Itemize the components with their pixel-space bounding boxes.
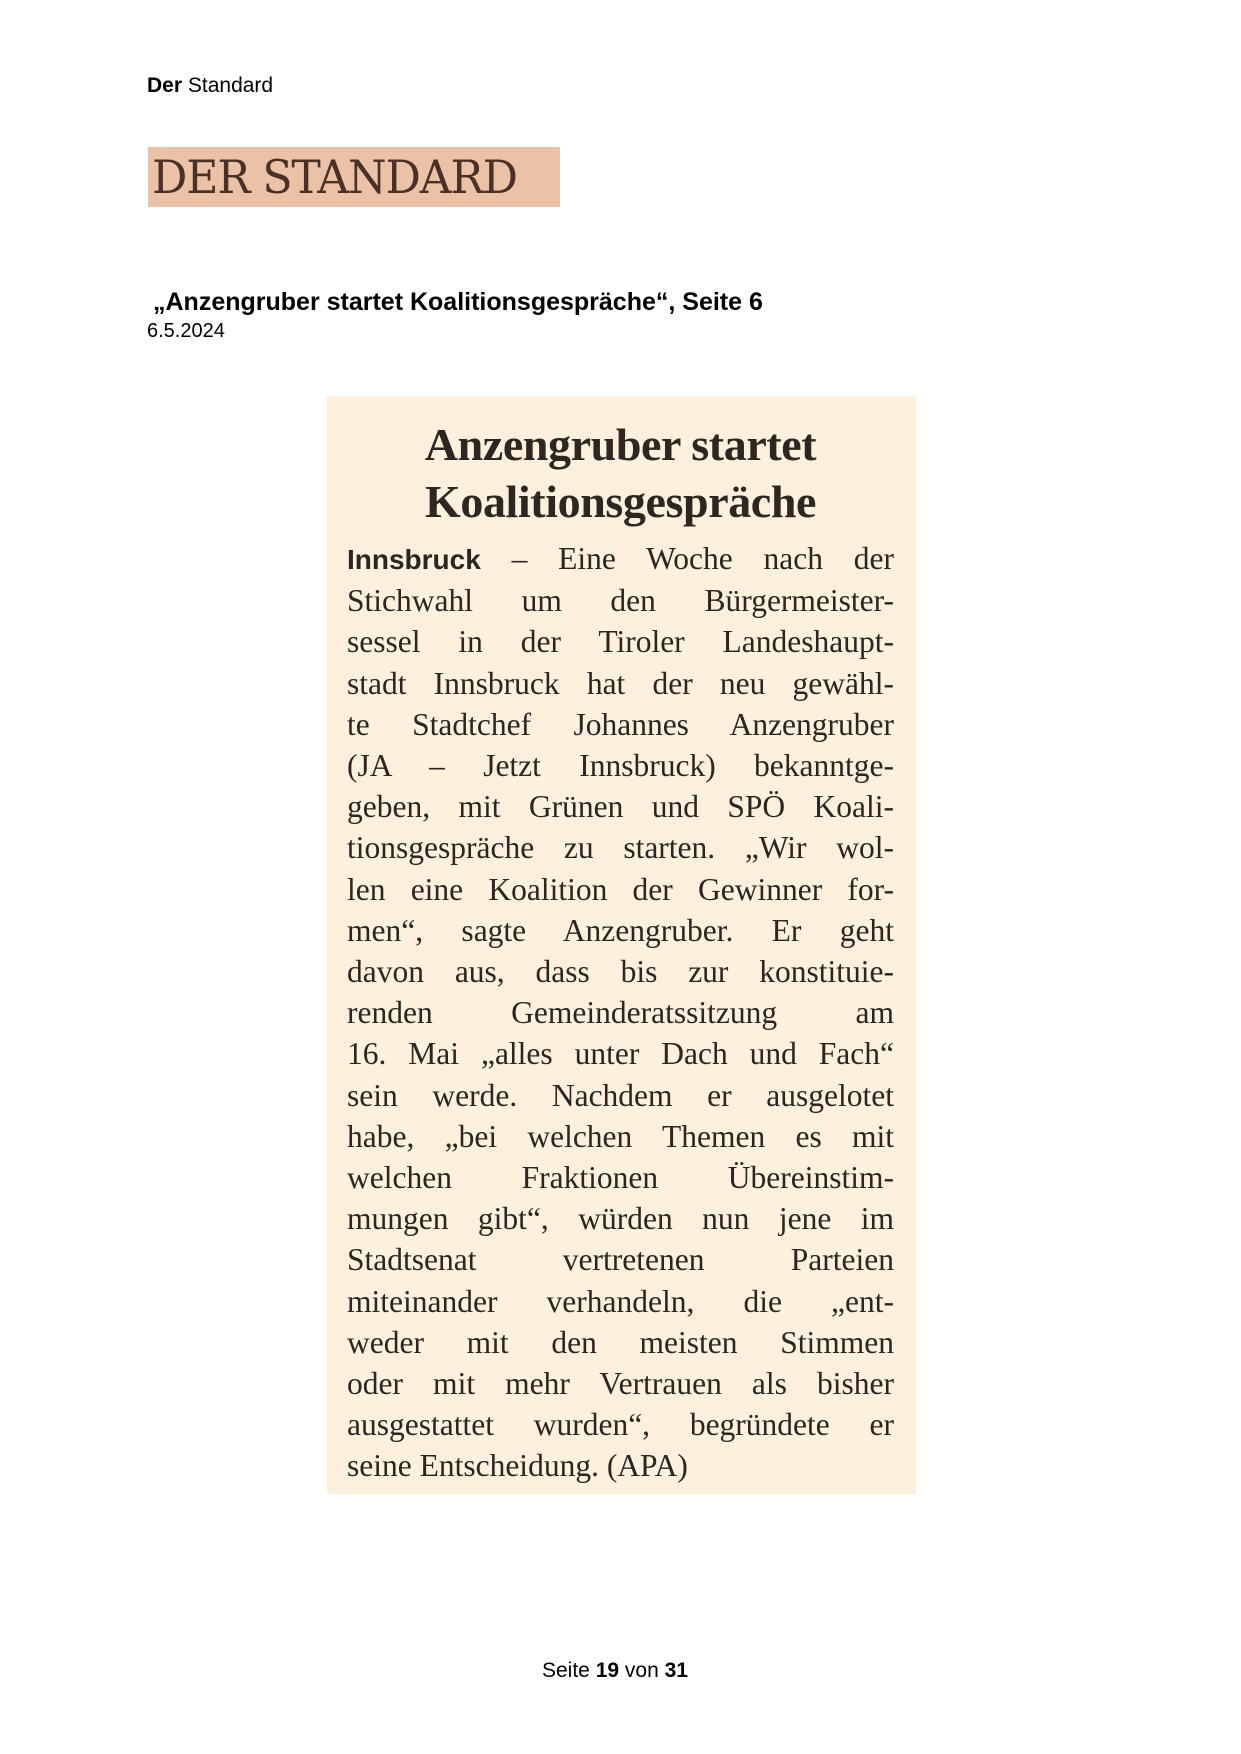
source-label-rest: Standard [187,74,274,97]
page-number [542,1658,688,1684]
clipping-line: welchen Fraktionen Übereinstim- [347,1160,894,1196]
clipping-line-text: – Eine Woche nach der [480,541,894,576]
clipping-line: Stichwahl um den Bürgermeister- [347,583,894,619]
newspaper-logo-text: DER STANDARD [152,150,517,204]
article-date: 6.5.2024 [147,320,225,342]
clipping-line [347,538,894,580]
clipping-line: sessel in der Tiroler Landeshaupt- [347,624,894,660]
clipping-title [347,416,894,530]
clipping-line: mungen gibt“, würden nun jene im [347,1201,894,1237]
clipping-line: te Stadtchef Johannes Anzengruber [347,706,894,742]
clipping-line: oder mit mehr Vertrauen als bisher [347,1366,894,1402]
clipping-body [347,538,894,1487]
page-number-total: 31 [664,1659,688,1682]
article-clipping [327,396,916,1494]
clipping-line: men“, sagte Anzengruber. Er geht [347,912,894,948]
clipping-line: tionsgespräche zu starten. „Wir wol- [347,830,894,866]
clipping-line: stadt Innsbruck hat der neu gewähl- [347,665,894,701]
clipping-line: 16. Mai „alles unter Dach und Fach“ [347,1036,894,1072]
clipping-line: davon aus, dass bis zur konstituie- [347,954,894,990]
article-headline: „Anzengruber startet Koalitionsgespräche“, Seite 6 [153,288,763,316]
clipping-line: habe, „bei welchen Themen es mit [347,1118,894,1154]
clipping-line: seine Entscheidung. (APA) [347,1448,688,1484]
clipping-line: weder mit den meisten Stimmen [347,1324,894,1360]
clipping-line: (JA – Jetzt Innsbruck) bekanntge- [347,748,894,784]
clipping-dateline: Innsbruck [347,544,481,575]
source-label [147,73,273,99]
source-label-bold: Der [147,74,183,97]
clipping-line: ausgestattet wurden“, begründete er [347,1407,894,1443]
clipping-line: renden Gemeinderatssitzung am [347,995,894,1031]
clipping-line: Stadtsenat vertretenen Parteien [347,1242,894,1278]
clipping-title-line-2: Koalitionsgespräche [424,476,817,527]
newspaper-logo [148,147,560,207]
page-number-current: 19 [595,1659,620,1682]
clipping-line: geben, mit Grünen und SPÖ Koali- [347,789,894,825]
page-number-middle: von [624,1659,659,1682]
clipping-line: miteinander verhandeln, die „ent- [347,1283,894,1319]
clipping-line: sein werde. Nachdem er ausgelotet [347,1077,894,1113]
page-number-prefix: Seite [542,1659,590,1682]
clipping-line: len eine Koalition der Gewinner for- [347,871,894,907]
clipping-title-line-1: Anzengruber startet [424,419,817,470]
